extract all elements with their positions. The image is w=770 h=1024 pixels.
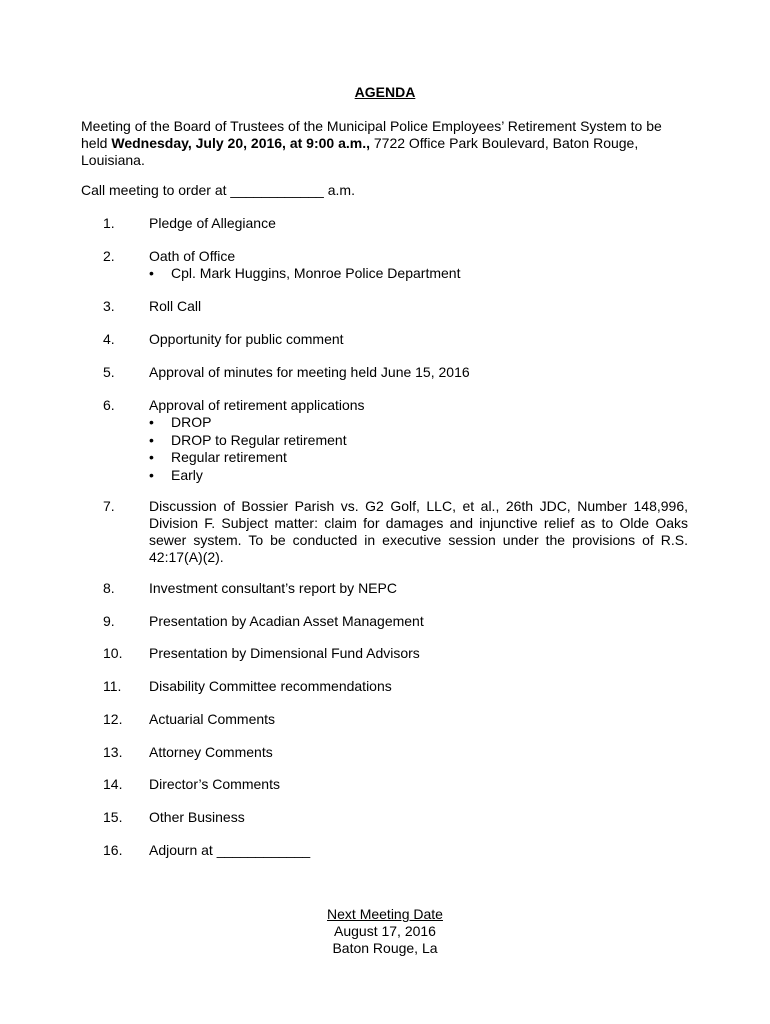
agenda-item-body: [149, 248, 688, 283]
agenda-item-text: Approval of minutes for meeting held June 15, 2016: [149, 364, 470, 380]
agenda-item-text: Investment consultant’s report by NEPC: [149, 580, 397, 596]
next-meeting-block: [0, 906, 770, 957]
agenda-item-text: Other Business: [149, 809, 245, 825]
agenda-item-number: 3.: [103, 298, 115, 314]
bullet-list: [149, 265, 688, 283]
agenda-item-text: Opportunity for public comment: [149, 331, 344, 347]
agenda-item-number: 4.: [103, 331, 115, 347]
agenda-item-number: 11.: [103, 678, 122, 694]
agenda-item-number: 1.: [103, 215, 115, 231]
bullet-item: • DROP to Regular retirement: [149, 432, 688, 450]
agenda-item-text: Director’s Comments: [149, 776, 280, 792]
agenda-item-number: 13.: [103, 744, 123, 760]
agenda-item-number: 16.: [103, 842, 123, 858]
agenda-item-number: 6.: [103, 397, 115, 413]
intro-line: Meeting of the Board of Trustees of the Municipal Police Employees’ Retirement System to be held: [81, 118, 662, 151]
agenda-item-text: Approval of retirement applications: [149, 397, 365, 413]
next-meeting-date: August 17, 2016: [334, 923, 436, 939]
agenda-item-number: 12.: [103, 711, 123, 727]
agenda-item-text: Disability Committee recommendations: [149, 678, 392, 694]
meeting-date-time: Wednesday, July 20, 2016, at 9:00 a.m.,: [111, 135, 370, 151]
agenda-item-text: Adjourn at ____________: [149, 842, 311, 858]
agenda-item-text: Roll Call: [149, 298, 202, 314]
agenda-item-number: 10.: [103, 645, 123, 661]
bullet-list: [149, 414, 688, 484]
agenda-item-text: Presentation by Dimensional Fund Advisors: [149, 645, 420, 661]
call-to-order: Call meeting to order at ____________ a.m.: [81, 182, 355, 198]
agenda-item-body: [149, 397, 688, 484]
agenda-item-text: Pledge of Allegiance: [149, 215, 276, 231]
agenda-item-number: 7.: [103, 498, 115, 514]
page-title: AGENDA: [354, 84, 416, 100]
agenda-item-text: Presentation by Acadian Asset Management: [149, 613, 424, 629]
meeting-intro: [81, 118, 691, 169]
agenda-item-number: 8.: [103, 580, 115, 596]
next-meeting-label: Next Meeting Date: [327, 906, 443, 922]
agenda-item-number: 15.: [103, 809, 123, 825]
bullet-item: • DROP: [149, 414, 688, 432]
agenda-item-text: Discussion of Bossier Parish vs. G2 Golf, LLC, et al., 26th JDC, Number 148,996, Division F. Subject matter: claim for damages and injunctive relief as to Olde Oaks sewer system. To be conducted in executive session under the provisions of R.S. 42:17(A)(2).: [149, 498, 688, 565]
agenda-item-number: 9.: [103, 613, 115, 629]
agenda-item-number: 2.: [103, 248, 115, 264]
bullet-item: • Cpl. Mark Huggins, Monroe Police Department: [149, 265, 688, 283]
agenda-item-number: 14.: [103, 776, 123, 792]
agenda-item-text: Oath of Office: [149, 248, 236, 264]
next-meeting-place: Baton Rouge, La: [332, 940, 438, 956]
agenda-item-number: 5.: [103, 364, 115, 380]
bullet-item: • Early: [149, 467, 688, 485]
agenda-item-text: Actuarial Comments: [149, 711, 276, 727]
agenda-item-text: Attorney Comments: [149, 744, 273, 760]
bullet-item: • Regular retirement: [149, 449, 688, 467]
meeting-location: 7722 Office Park Boulevard, Baton Rouge, Louisiana.: [81, 135, 639, 168]
